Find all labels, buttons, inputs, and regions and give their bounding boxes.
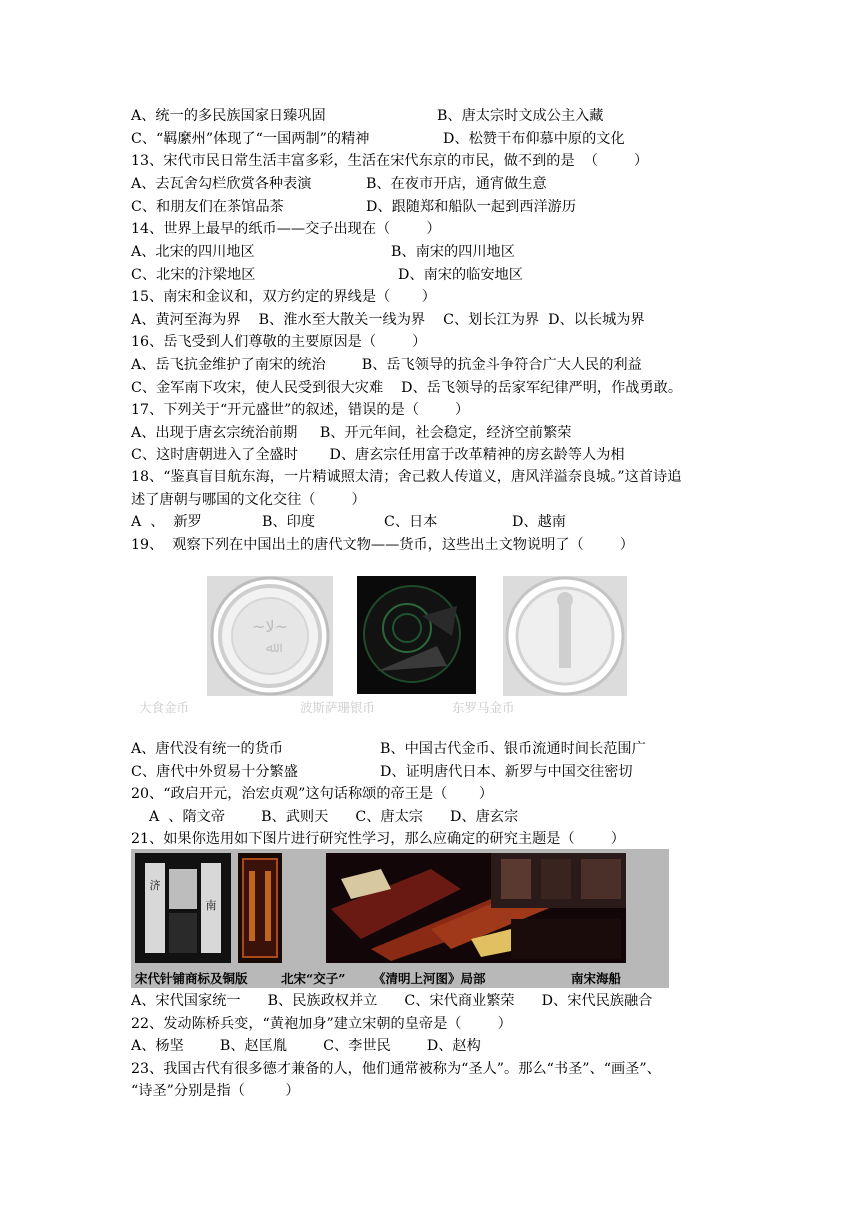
q21-options: A、宋代国家统一 B、民族政权并立 C、宋代商业繁荣 D、宋代民族融合: [131, 993, 653, 1009]
q15-stem: 15、南宋和金议和，双方约定的界线是（ ）: [131, 289, 436, 305]
q14-option-d: D、南宋的临安地区: [398, 267, 523, 283]
q19-option-d: D、证明唐代日本、新罗与中国交往密切: [380, 764, 633, 780]
q14-option-b: B、南宋的四川地区: [391, 244, 515, 260]
q14-option-a: A、北宋的四川地区: [131, 244, 255, 260]
q12-option-d: D、松赞干布仰慕中原的文化: [443, 131, 625, 147]
svg-text:济: 济: [149, 879, 161, 892]
q13-option-c: C、和朋友们在茶馆品茶: [131, 199, 284, 215]
song-caption-shop-trademark: 宋代针铺商标及铜版: [135, 971, 248, 986]
q16-options-ab: A、岳飞抗金维护了南宋的统治 B、岳飞领导的抗金斗争符合广大人民的利益: [131, 357, 642, 373]
q18-stem-1: 18、“鉴真盲目航东海，一片精诚照太清；舍己救人传道义，唐风洋溢奈良城。”这首诗追: [131, 469, 682, 485]
svg-text:ﷲ: ﷲ: [265, 640, 275, 656]
q18-option-c: C、日本: [384, 514, 438, 530]
q16-stem: 16、岳飞受到人们尊敬的主要原因是（ ）: [131, 334, 427, 350]
q23-stem-1: 23、我国古代有很多德才兼备的人，他们通常被称为“圣人”。那么“书圣”、“画圣”、: [131, 1061, 661, 1077]
song-caption-ship: 南宋海船: [571, 971, 622, 986]
song-images-figure: [131, 849, 669, 988]
svg-text:~ﻻ~: ~ﻻ~: [252, 617, 288, 636]
q18-option-d: D、越南: [512, 514, 566, 530]
q20-options: A 、隋文帝 B、武则天 C、唐太宗 D、唐玄宗: [131, 809, 519, 825]
q15-options: A、黄河至海为界 B、淮水至大散关一线为界 C、划长江为界 D、以长城为界: [131, 312, 645, 328]
q12-option-c: C、“羁縻州”体现了“一国两制”的精神: [131, 131, 370, 147]
q13-option-a: A、去瓦舍勾栏欣赏各种表演: [131, 176, 312, 192]
q13-stem: 13、宋代市民日常生活丰富多彩，生活在宋代东京的市民，做不到的是 （ ）: [131, 153, 649, 169]
song-caption-jiaozi: 北宋“交子”: [281, 971, 346, 986]
q19-option-b: B、中国古代金币、银币流通时间长范围广: [380, 741, 646, 757]
q16-options-cd: C、金军南下攻宋，使人民受到很大灾难 D、岳飞领导的岳家军纪律严明，作战勇敢。: [131, 380, 683, 396]
q12-option-a: A、统一的多民族国家日臻巩固: [131, 108, 326, 124]
svg-text:南: 南: [205, 899, 217, 912]
q14-stem: 14、世界上最早的纸币——交子出现在（ ）: [131, 221, 441, 237]
q13-option-d: D、跟随郑和船队一起到西洋游历: [366, 199, 577, 215]
q22-options: A、杨坚 B、赵匡胤 C、李世民 D、赵构: [131, 1038, 481, 1054]
q20-stem: 20、“政启开元，治宏贞观”这句话称颂的帝王是（ ）: [131, 786, 494, 802]
q14-option-c: C、北宋的汴梁地区: [131, 267, 256, 283]
song-images: [131, 849, 669, 967]
coins-image: [207, 576, 627, 696]
coin-caption-dashi: 大食金币: [139, 700, 190, 715]
q18-stem-2: 述了唐朝与哪国的文化交往（ ）: [131, 492, 366, 508]
q17-stem: 17、下列关于“开元盛世”的叙述，错误的是（ ）: [131, 402, 470, 418]
q23-stem-2: “诗圣”分别是指（ ）: [131, 1083, 300, 1099]
q18-option-b: B、印度: [262, 514, 315, 530]
q18-option-a: A 、 新罗: [131, 514, 202, 530]
coins-figure: [139, 576, 627, 718]
q17-options-ab: A、出现于唐玄宗统治前期 B、开元年间，社会稳定，经济空前繁荣: [131, 425, 572, 441]
song-caption-qingming: 《清明上河图》局部: [373, 971, 486, 986]
q12-option-b: B、唐太宗时文成公主入藏: [437, 108, 604, 124]
q21-stem: 21、如果你选用如下图片进行研究性学习，那么应确定的研究主题是（ ）: [131, 831, 625, 847]
q19-option-c: C、唐代中外贸易十分繁盛: [131, 764, 298, 780]
q22-stem: 22、发动陈桥兵变，“黄袍加身”建立宋朝的皇帝是（ ）: [131, 1016, 512, 1032]
q19-stem: 19、 观察下列在中国出土的唐代文物——货币，这些出土文物说明了（ ）: [131, 537, 634, 553]
coin-caption-sasan: 波斯萨珊银币: [300, 700, 376, 715]
q13-option-b: B、在夜市开店，通宵做生意: [366, 176, 547, 192]
q19-option-a: A、唐代没有统一的货币: [131, 741, 284, 757]
coin-caption-byzantine: 东罗马金币: [452, 700, 515, 715]
q17-options-cd: C、这时唐朝进入了全盛时 D、唐玄宗任用富于改革精神的房玄龄等人为相: [131, 447, 625, 463]
